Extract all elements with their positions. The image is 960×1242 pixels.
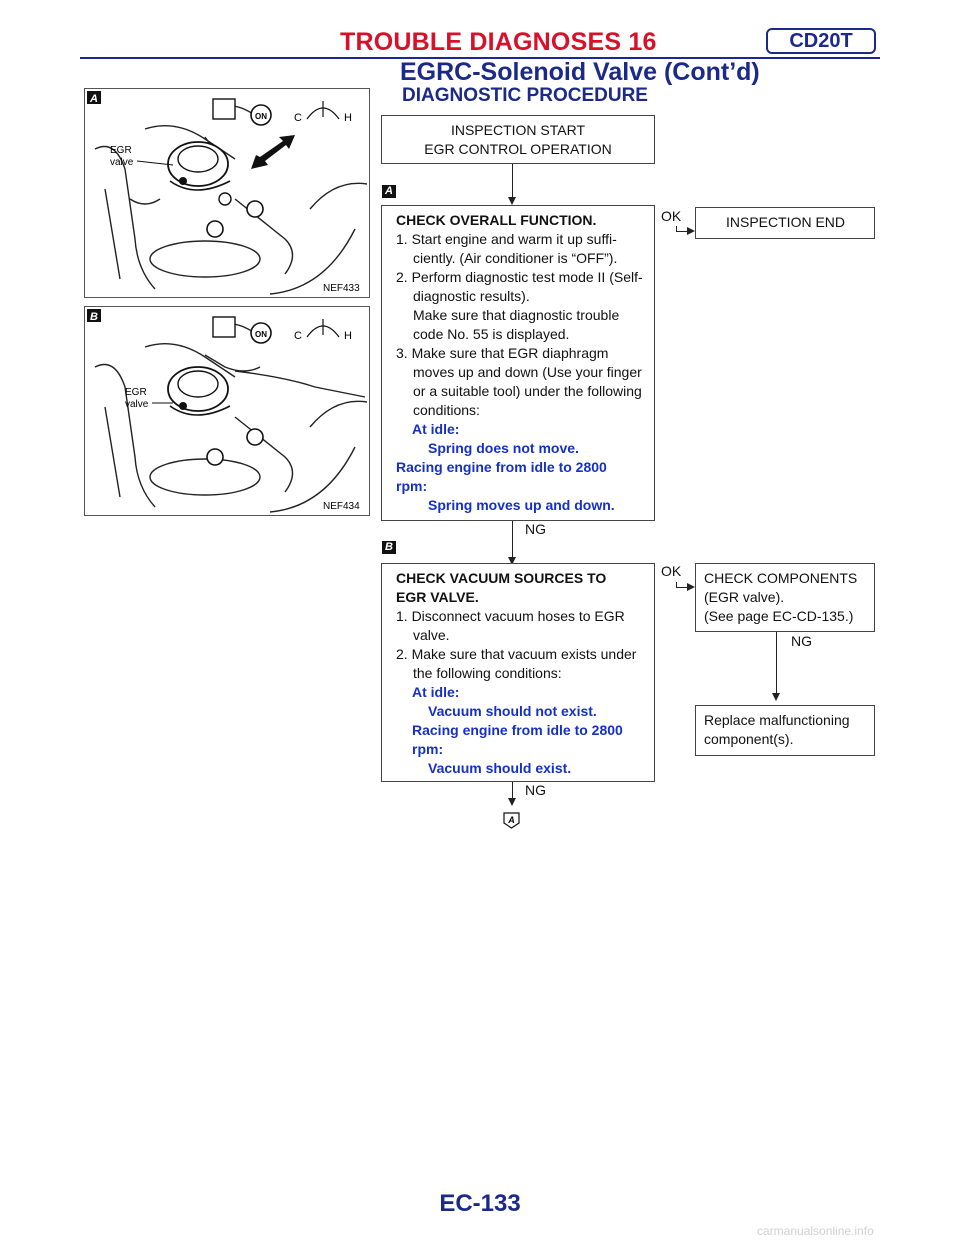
ok-label-b: OK <box>661 563 682 579</box>
replace-component-box: Replace malfunctioning component(s). <box>695 705 875 756</box>
flow-connector <box>776 632 777 696</box>
svg-text:C: C <box>294 330 302 342</box>
step-a-title: CHECK OVERALL FUNCTION. <box>396 212 597 228</box>
engine-code-badge: CD20T <box>766 28 876 54</box>
ok-label-a: OK <box>661 208 682 224</box>
watermark: carmanualsonline.info <box>757 1224 874 1238</box>
inspection-end-box: INSPECTION END <box>695 207 875 239</box>
flow-connector <box>512 521 513 561</box>
svg-text:A: A <box>90 93 98 105</box>
flow-arrow <box>508 798 516 806</box>
step-b-marker: B <box>382 541 396 554</box>
svg-text:valve: valve <box>125 399 149 410</box>
egr-valve-illustration-a <box>85 89 369 297</box>
ng-label-a: NG <box>525 521 546 537</box>
svg-text:NEF434: NEF434 <box>323 501 360 512</box>
svg-text:NEF433: NEF433 <box>323 283 360 294</box>
svg-text:H: H <box>344 112 352 124</box>
header-subtitle: EGRC-Solenoid Valve (Cont’d) <box>400 58 760 86</box>
svg-text:EGR: EGR <box>110 145 132 156</box>
check-components-box: CHECK COMPONENTS (EGR valve). (See page EC-CD-135.) <box>695 563 875 632</box>
ng-label-components: NG <box>791 633 812 649</box>
page-number: EC-133 <box>439 1190 521 1217</box>
flow-arrow <box>772 693 780 701</box>
ng-label-b: NG <box>525 782 546 798</box>
svg-text:ON: ON <box>255 112 267 121</box>
flow-arrow <box>687 227 695 235</box>
flow-arrow <box>687 583 695 591</box>
step-a-marker: A <box>382 185 396 198</box>
header-title: TROUBLE DIAGNOSES 16 <box>340 28 657 56</box>
check-overall-function-box: CHECK OVERALL FUNCTION. 1. Start engine and warm it up suffi-ciently. (Air conditioner is “OFF”). 2. Perform diagnostic test mode II (Self-diagnostic results). Make sure that diagnostic trouble code No. 55 is displayed. 3. Make sure that EGR diaphragm moves up and down (Use your finger or a suitable tool) under the following conditions: At idle: Spring does not move. Racing engine from idle to 2800 rpm: Spring moves up and down. <box>381 205 655 521</box>
flow-connector <box>512 164 513 198</box>
svg-text:A: A <box>508 815 515 825</box>
svg-text:B: B <box>90 311 98 323</box>
svg-text:C: C <box>294 112 302 124</box>
svg-text:ON: ON <box>255 330 267 339</box>
section-title: DIAGNOSTIC PROCEDURE <box>402 85 648 106</box>
egr-valve-illustration-b <box>85 307 369 515</box>
figure-a <box>84 88 370 298</box>
flow-arrow <box>508 197 516 205</box>
svg-text:H: H <box>344 330 352 342</box>
figure-b <box>84 306 370 516</box>
check-vacuum-sources-box: CHECK VACUUM SOURCES TO EGR VALVE. 1. Disconnect vacuum hoses to EGR valve. 2. Make sure that vacuum exists under the following conditions: At idle: Vacuum should not exist. Racing engine from idle to 2800 rpm: Vacuum should exist. <box>381 563 655 782</box>
connector-a-symbol <box>503 812 520 829</box>
inspection-start-box: INSPECTION START EGR CONTROL OPERATION <box>381 115 655 164</box>
svg-text:valve: valve <box>110 157 134 168</box>
step-b-title: CHECK VACUUM SOURCES TO EGR VALVE. <box>396 570 607 605</box>
svg-text:EGR: EGR <box>125 387 147 398</box>
